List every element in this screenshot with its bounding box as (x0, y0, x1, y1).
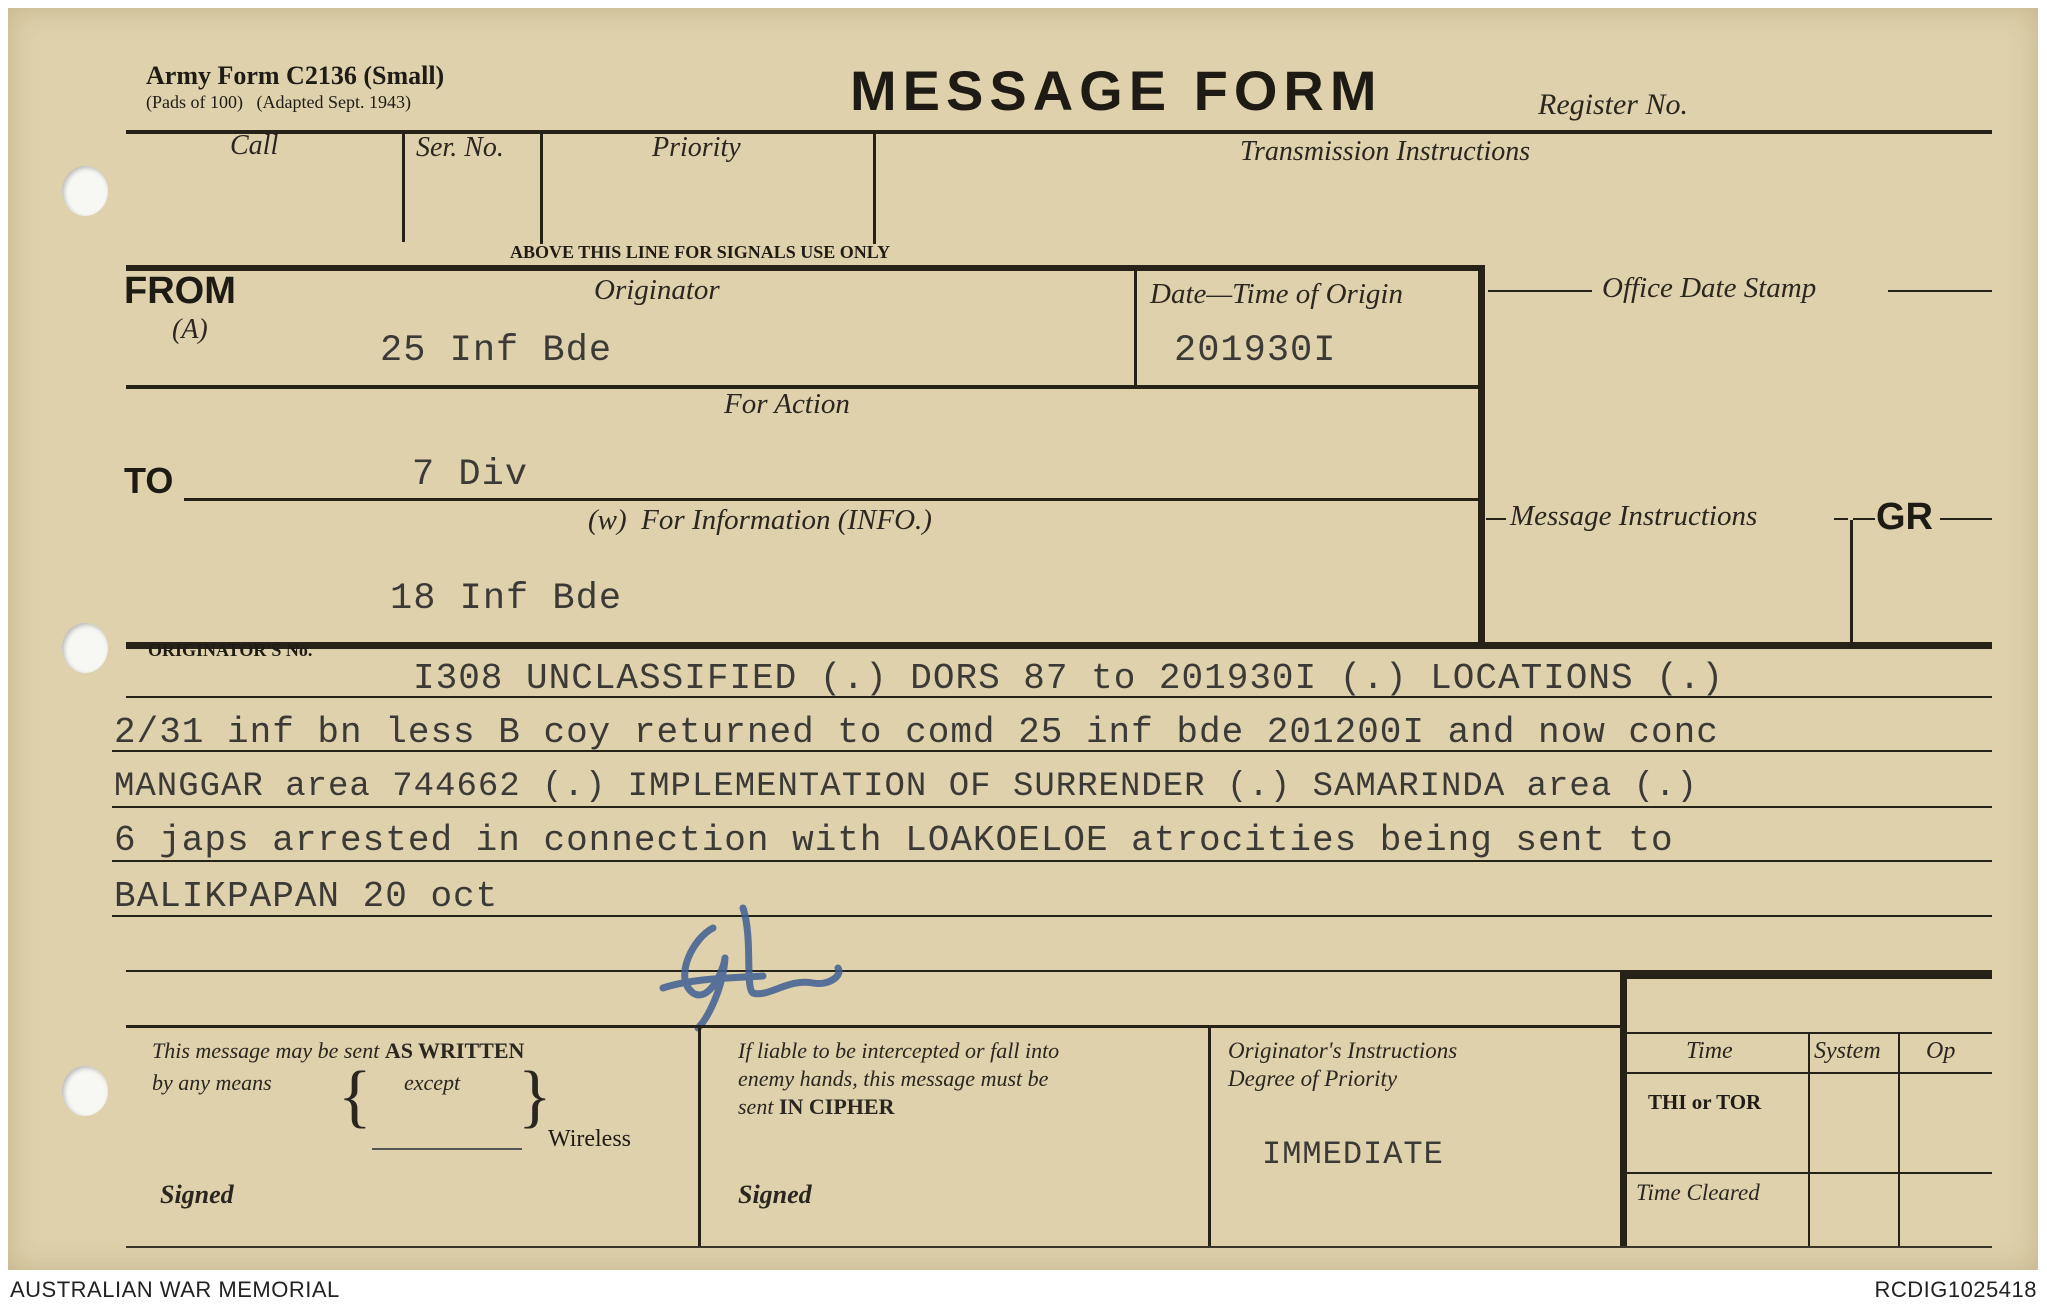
degree-of-priority-label: Degree of Priority (1228, 1066, 1398, 1091)
gr-label: GR (1876, 496, 1933, 538)
as-written-emphasis: AS WRITTEN (384, 1038, 525, 1063)
wireless-label: Wireless (548, 1126, 632, 1152)
as-written-prefix: This message may be sent (152, 1038, 385, 1063)
punch-hole-top (62, 166, 108, 216)
office-date-stamp-label: Office Date Stamp (1602, 272, 1817, 304)
form-pads-note: (Pads of 100) (Adapted Sept. 1943) (146, 92, 411, 112)
divider-originator-dto (1134, 271, 1137, 387)
register-no-label: Register No. (1538, 88, 1688, 121)
cipher-note-line-1: If liable to be intercepted or fall into (738, 1038, 1060, 1063)
for-action-label: For Action (724, 388, 850, 420)
priority-value: IMMEDIATE (1262, 1136, 1444, 1173)
msg-instructions-line-left (1486, 518, 1506, 520)
time-box-top-line (1624, 972, 1992, 979)
office-stamp-line-left (1488, 290, 1592, 292)
op-header: Op (1926, 1038, 1956, 1064)
date-time-of-origin-label: Date—Time of Origin (1150, 278, 1403, 310)
time-header: Time (1686, 1038, 1733, 1064)
cipher-note-line-3 (738, 1094, 894, 1120)
time-cleared-line (1627, 1172, 1992, 1174)
transmission-instructions-label: Transmission Instructions (1240, 136, 1531, 167)
system-header: System (1814, 1038, 1881, 1064)
system-op-divider (1898, 1034, 1900, 1248)
from-sub-label: (A) (172, 314, 208, 345)
bottom-section-top-line (126, 1025, 1624, 1028)
to-label: TO (124, 460, 174, 501)
bottom-frame-line (126, 1246, 1992, 1248)
from-top-line (126, 265, 1482, 271)
originator-value: 25 Inf Bde (380, 330, 613, 372)
cipher-prefix: sent (738, 1094, 779, 1119)
originators-number-label: ORIGINATOR'S No. (148, 640, 313, 660)
form-title: MESSAGE FORM (850, 59, 1383, 122)
except-blank-line (372, 1148, 522, 1150)
to-value: 7 Div (412, 454, 529, 496)
open-brace: { (338, 1058, 372, 1135)
bottom-divider-1 (698, 1028, 701, 1248)
time-header-underline (1627, 1072, 1992, 1074)
office-stamp-line-right (1888, 290, 1992, 292)
to-underline (184, 498, 1482, 501)
except-label: except (404, 1070, 461, 1095)
punch-hole-bottom (62, 1066, 108, 1116)
info-value: 18 Inf Bde (390, 578, 623, 620)
originator-label: Originator (594, 274, 720, 306)
message-line: BALIKPAPAN 20 oct (114, 876, 499, 917)
punch-hole-middle (62, 623, 108, 673)
divider-call-ser (402, 134, 405, 242)
close-brace: } (518, 1058, 552, 1135)
thi-or-tor-label: THI or TOR (1648, 1090, 1762, 1114)
for-information-label: (w) For Information (INFO.) (588, 504, 932, 536)
message-instructions-label: Message Instructions (1510, 500, 1758, 532)
by-any-means-label: by any means (152, 1070, 272, 1095)
main-box-right-border (1478, 265, 1485, 647)
message-line: 6 japs arrested in connection with LOAKOELOE atrocities being sent to (114, 820, 1674, 861)
cipher-note-line-2: enemy hands, this message must be (738, 1066, 1049, 1091)
message-line: MANGGAR area 744662 (.) IMPLEMENTATION OF SURRENDER (.) SAMARINDA area (.) (114, 768, 1698, 806)
bottom-divider-2 (1208, 1028, 1211, 1248)
gr-line-left (1853, 518, 1875, 520)
gr-line-right (1940, 518, 1992, 520)
divider-priority-transmission (873, 134, 876, 244)
originators-instructions-label: Originator's Instructions (1228, 1038, 1458, 1063)
signals-top-line (126, 130, 1992, 134)
priority-label: Priority (652, 132, 741, 163)
gr-divider (1850, 520, 1853, 644)
divider-ser-priority (540, 134, 543, 244)
from-label: FROM (124, 270, 236, 312)
footer-catalogue-id: RCDIG1025418 (1874, 1277, 2037, 1302)
message-line: I308 UNCLASSIFIED (.) DORS 87 to 201930I (.) LOCATIONS (.) (413, 658, 1725, 699)
footer-credit: AUSTRALIAN WAR MEMORIAL (10, 1277, 340, 1302)
handwritten-initials-signature (653, 878, 853, 1048)
time-cleared-label: Time Cleared (1636, 1180, 1760, 1205)
ser-no-label: Ser. No. (416, 132, 504, 163)
message-ruled-line (112, 806, 1992, 808)
message-line: 2/31 inf bn less B coy returned to comd 25 inf bde 201200I and now conc (114, 712, 1719, 753)
signals-use-only-note: ABOVE THIS LINE FOR SIGNALS USE ONLY (510, 242, 891, 262)
army-form-number: Army Form C2136 (Small) (146, 61, 445, 90)
signed-label-2: Signed (738, 1180, 812, 1209)
message-form-card (8, 8, 2038, 1270)
time-system-divider (1808, 1034, 1810, 1248)
msg-instructions-line-right (1834, 518, 1848, 520)
signed-label-1: Signed (160, 1180, 234, 1209)
call-label: Call (230, 130, 279, 161)
time-box-left-border (1620, 972, 1627, 1248)
main-box-bottom-line (126, 642, 1992, 649)
cipher-emphasis: IN CIPHER (778, 1094, 895, 1119)
date-time-of-origin-value: 201930I (1174, 330, 1337, 372)
